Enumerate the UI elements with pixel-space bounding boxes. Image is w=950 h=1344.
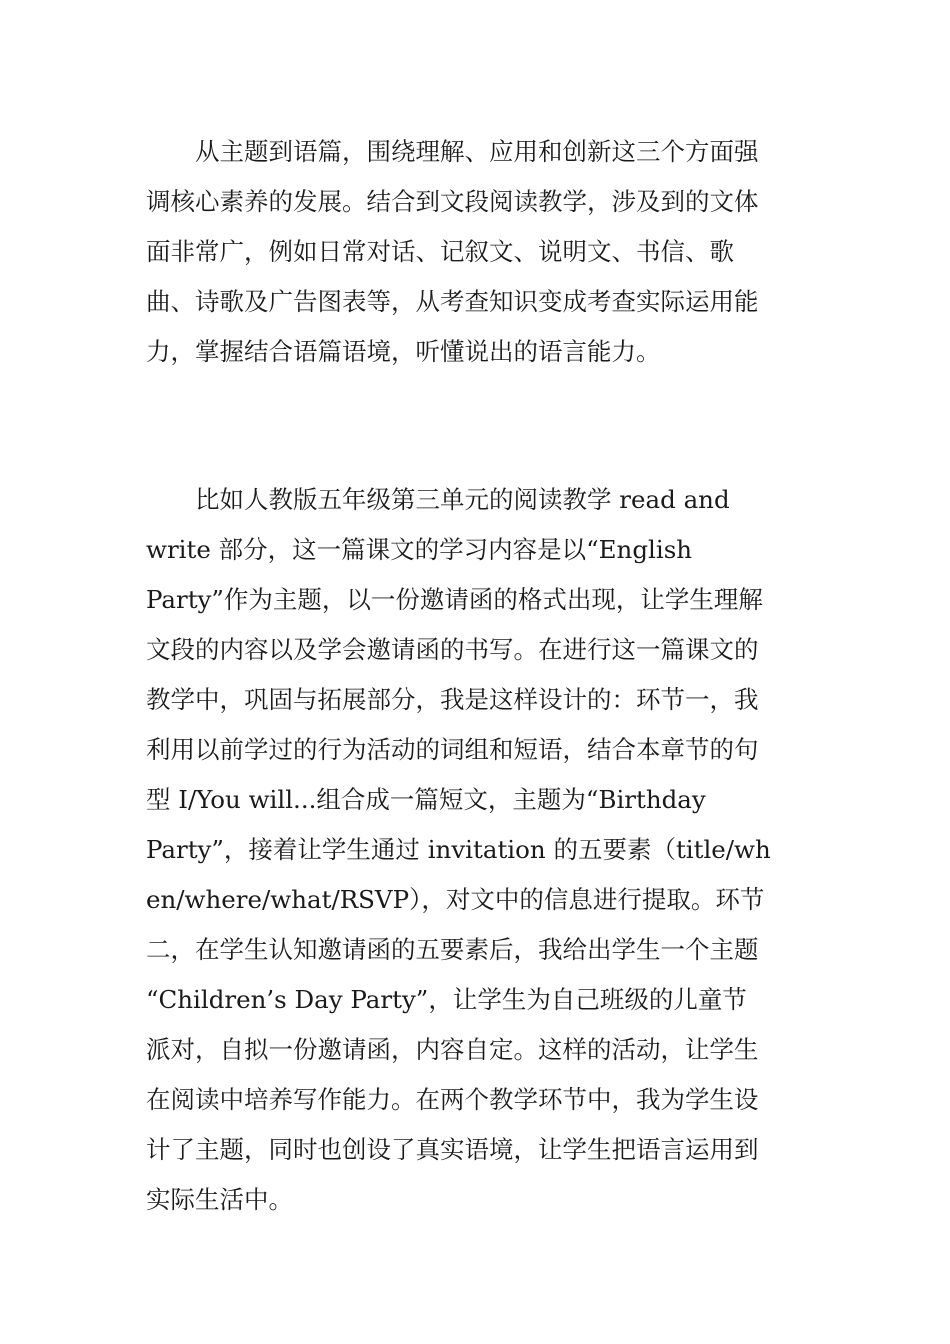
text-line: 文段的内容以及学会邀请函的书写。在进行这一篇课文的	[146, 635, 759, 664]
text-line: 二，在学生认知邀请函的五要素后，我给出学生一个主题	[146, 935, 759, 964]
paragraph-core-literacy	[146, 127, 806, 377]
text-line: en/where/what/RSVP），对文中的信息进行提取。环节	[146, 885, 765, 914]
text-line: Party”，接着让学生通过 invitation 的五要素（title/wh	[146, 835, 771, 864]
text-line: 面非常广，例如日常对话、记叙文、说明文、书信、歌	[146, 237, 734, 266]
text-line: 在阅读中培养写作能力。在两个教学环节中，我为学生设	[146, 1085, 759, 1114]
text-line: 实际生活中。	[146, 1185, 293, 1214]
text-line: 曲、诗歌及广告图表等，从考查知识变成考查实际运用能	[146, 287, 759, 316]
text-line: 利用以前学过的行为活动的词组和短语，结合本章节的句	[146, 735, 759, 764]
text-line: 比如人教版五年级第三单元的阅读教学 read and	[146, 485, 730, 514]
text-line: 计了主题，同时也创设了真实语境，让学生把语言运用到	[146, 1135, 759, 1164]
text-line: 派对，自拟一份邀请函，内容自定。这样的活动，让学生	[146, 1035, 759, 1064]
text-line: 力，掌握结合语篇语境，听懂说出的语言能力。	[146, 337, 661, 366]
text-line: 调核心素养的发展。结合到文段阅读教学，涉及到的文体	[146, 187, 759, 216]
text-line: Party”作为主题，以一份邀请函的格式出现，让学生理解	[146, 585, 763, 614]
text-line: 教学中，巩固与拓展部分，我是这样设计的：环节一，我	[146, 685, 759, 714]
text-line: write 部分，这一篇课文的学习内容是以“English	[146, 535, 693, 564]
text-line: 型 I/You will...组合成一篇短文，主题为“Birthday	[146, 785, 706, 814]
text-line: “Children’s Day Party”，让学生为自己班级的儿童节	[146, 985, 747, 1014]
text-line: 从主题到语篇，围绕理解、应用和创新这三个方面强	[146, 137, 759, 166]
paragraph-teaching-example	[146, 475, 806, 1225]
